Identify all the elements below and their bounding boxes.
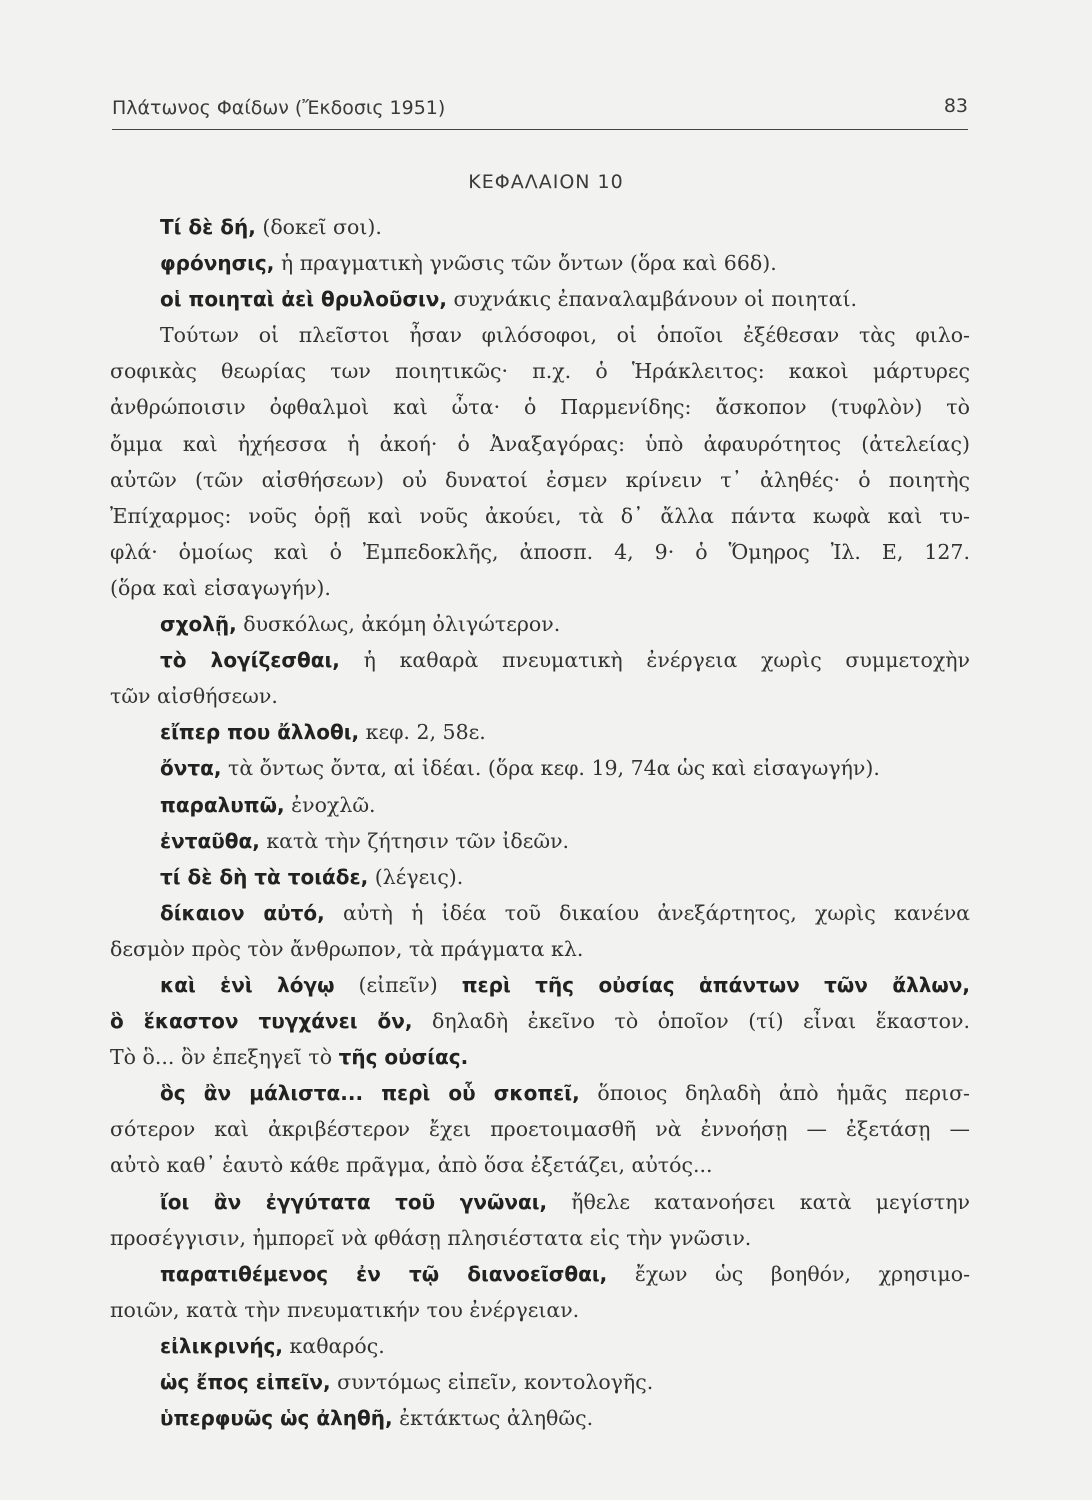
text-line — [110, 642, 970, 678]
text-line — [110, 606, 970, 642]
lemma-term: ὃ ἕκαστον τυγχάνει ὄν, — [110, 1009, 413, 1034]
page-number: 83 — [943, 95, 968, 117]
text-line — [110, 931, 970, 967]
text-line — [110, 1039, 970, 1075]
text-line — [110, 1364, 970, 1400]
text-line — [110, 1184, 970, 1220]
gloss-text: ἔχων ὡς βοηθόν, χρησιμο- — [607, 1261, 970, 1286]
lemma-term: τί δὲ δὴ τὰ τοιάδε, — [160, 864, 369, 889]
gloss-text: αὐτὸ καθ᾿ ἑαυτὸ κάθε πρᾶγμα, ἀπὸ ὅσα ἐξετάζει, αὐτός... — [110, 1153, 713, 1178]
gloss-text: (δοκεῖ σοι). — [255, 215, 382, 239]
text-line — [110, 426, 970, 462]
lemma-term: ἐνταῦθα, — [160, 828, 260, 853]
gloss-text: ἤθελε κατανοήσει κατὰ μεγίστην — [547, 1189, 971, 1214]
text-line — [110, 1111, 970, 1147]
gloss-text: αὐτὴ ἡ ἰδέα τοῦ δικαίου ἀνεξάρτητος, χωρὶς κανένα — [324, 900, 970, 925]
gloss-text: σοφικὰς θεωρίας των ποιητικῶς· π.χ. ὁ Ἡράκλειτος: κακοὶ μάρτυρες — [110, 359, 970, 384]
gloss-text: τῶν αἰσθήσεων. — [110, 684, 278, 709]
text-line — [110, 317, 970, 353]
text-line — [110, 967, 970, 1003]
lemma-term: φρόνησις, — [160, 251, 275, 276]
lemma-term: ὄντα, — [160, 756, 222, 781]
lemma-term: οἱ ποιηταὶ ἀεὶ θρυλοῦσιν, — [160, 287, 448, 312]
lemma-term: ὡς ἔπος εἰπεῖν, — [160, 1370, 331, 1394]
gloss-text: ἀνθρώποισιν ὀφθαλμοὶ καὶ ὦτα· ὁ Παρμενίδης: ἄσκοπον (τυφλὸν) τὸ — [110, 395, 970, 420]
lemma-term: τῆς οὐσίας. — [338, 1045, 469, 1070]
text-line — [110, 353, 970, 389]
gloss-text: ἡ πραγματικὴ γνῶσις τῶν ὄντων (ὅρα καὶ 66δ). — [274, 251, 777, 276]
text-line — [110, 895, 970, 931]
text-line — [110, 1003, 970, 1039]
gloss-text: αὐτῶν (τῶν αἰσθήσεων) οὐ δυνατοί ἐσμεν κρίνειν τ᾿ ἀληθές· ὁ ποιητὴς — [110, 467, 970, 492]
text-line — [110, 1292, 970, 1328]
gloss-text: καθαρός. — [283, 1333, 385, 1358]
gloss-text: Τούτων οἱ πλεῖστοι ἦσαν φιλόσοφοι, οἱ ὁποῖοι ἐξέθεσαν τὰς φιλο- — [160, 323, 970, 348]
text-line — [110, 1400, 970, 1436]
gloss-text: (λέγεις). — [368, 864, 464, 889]
text-line — [110, 534, 970, 570]
gloss-text: δεσμὸν πρὸς τὸν ἄνθρωπον, τὰ πράγματα κλ. — [110, 936, 584, 961]
text-line — [110, 787, 970, 823]
gloss-text: ποιῶν, κατὰ τὴν πνευματικήν του ἐνέργειαν. — [110, 1297, 580, 1322]
gloss-text: ὄμμα καὶ ἠχήεσσα ἡ ἀκοή· ὁ Ἀναξαγόρας: ὑπὸ ἀφαυρότητος (ἀτελείας) — [110, 431, 970, 456]
lemma-term: περὶ τῆς οὐσίας ἁπάντων τῶν ἄλλων, — [461, 972, 970, 997]
lemma-term: Τί δὲ δή, — [160, 215, 256, 239]
lemma-term: δίκαιον αὐτό, — [160, 900, 325, 925]
text-line — [110, 1075, 970, 1111]
lemma-term: εἴπερ που ἄλλοθι, — [160, 720, 360, 745]
gloss-text: κατὰ τὴν ζήτησιν τῶν ἰδεῶν. — [259, 828, 570, 853]
text-line — [110, 281, 970, 317]
gloss-text: συντόμως εἰπεῖν, κοντολογῆς. — [330, 1370, 654, 1394]
gloss-text: ἡ καθαρὰ πνευματικὴ ἐνέργεια χωρὶς συμμετοχὴν — [339, 648, 970, 673]
gloss-text: φλά· ὁμοίως καὶ ὁ Ἐμπεδοκλῆς, ἀποσπ. 4, 9· ὁ Ὅμηρος Ἰλ. Ε, 127. — [110, 539, 970, 564]
text-line — [110, 462, 970, 498]
gloss-text: συχνάκις ἐπαναλαμβάνουν οἱ ποιηταί. — [447, 287, 858, 312]
gloss-text: (εἰπεῖν) — [334, 972, 462, 997]
gloss-text: Τὸ ὃ... ὂν ἐπεξηγεῖ τὸ — [110, 1045, 339, 1070]
gloss-text: σότερον καὶ ἀκριβέστερον ἔχει προετοιμασθῆ νὰ ἐννοήσῃ — ἐξετάσῃ — — [110, 1117, 970, 1142]
lemma-term: ὑπερφυῶς ὡς ἀληθῆ, — [160, 1406, 393, 1431]
text-line — [110, 859, 970, 895]
text-line — [110, 570, 970, 606]
text-line — [110, 1328, 970, 1364]
running-title: Πλάτωνος Φαίδων (Ἔκδοσις 1951) — [112, 97, 446, 119]
gloss-text: τὰ ὄντως ὄντα, αἱ ἰδέαι. (ὅρα κεφ. 19, 74α ὡς καὶ εἰσαγωγήν). — [221, 756, 880, 781]
text-line — [110, 823, 970, 859]
gloss-text: ἐνοχλῶ. — [284, 792, 376, 817]
text-line — [110, 245, 970, 281]
gloss-text: ὅποιος δηλαδὴ ἀπὸ ἡμᾶς περισ- — [579, 1081, 970, 1106]
text-line — [110, 209, 970, 245]
chapter-title: ΚΕΦΑΛΑΙΟΝ 10 — [468, 171, 624, 193]
gloss-text: ἐκτάκτως ἀληθῶς. — [392, 1406, 594, 1431]
lemma-term: τὸ λογίζεσθαι, — [160, 648, 340, 673]
text-line — [110, 389, 970, 425]
gloss-text: δηλαδὴ ἐκεῖνο τὸ ὁποῖον (τί) εἶναι ἕκαστον. — [412, 1009, 970, 1034]
gloss-text: (ὅρα καὶ εἰσαγωγήν). — [110, 575, 331, 600]
lemma-term: παραλυπῶ, — [160, 792, 285, 817]
lemma-term: ὃς ἂν μάλιστα... περὶ οὗ σκοπεῖ, — [160, 1081, 580, 1106]
lemma-term: καὶ ἑνὶ λόγῳ — [160, 972, 335, 997]
commentary-body — [110, 209, 970, 1436]
text-line — [110, 750, 970, 786]
text-line — [110, 714, 970, 750]
lemma-term: παρατιθέμενος ἐν τῷ διανοεῖσθαι, — [160, 1261, 608, 1286]
lemma-term: εἰλικρινής, — [160, 1333, 284, 1358]
text-line — [110, 498, 970, 534]
gloss-text: προσέγγισιν, ἠμπορεῖ νὰ φθάσῃ πλησιέστατα εἰς τὴν γνῶσιν. — [110, 1225, 752, 1250]
lemma-term: σχολῇ, — [160, 612, 237, 637]
text-line — [110, 1147, 970, 1183]
text-line — [110, 1256, 970, 1292]
lemma-term: ἴοι ἂν ἐγγύτατα τοῦ γνῶναι, — [160, 1189, 548, 1214]
gloss-text: δυσκόλως, ἀκόμη ὀλιγώτερον. — [236, 612, 561, 637]
text-line — [110, 678, 970, 714]
gloss-text: κεφ. 2, 58ε. — [359, 720, 486, 745]
running-header — [112, 95, 968, 130]
gloss-text: Ἐπίχαρμος: νοῦς ὁρῇ καὶ νοῦς ἀκούει, τὰ δ᾿ ἄλλα πάντα κωφὰ καὶ τυ- — [110, 503, 970, 528]
text-line — [110, 1220, 970, 1256]
